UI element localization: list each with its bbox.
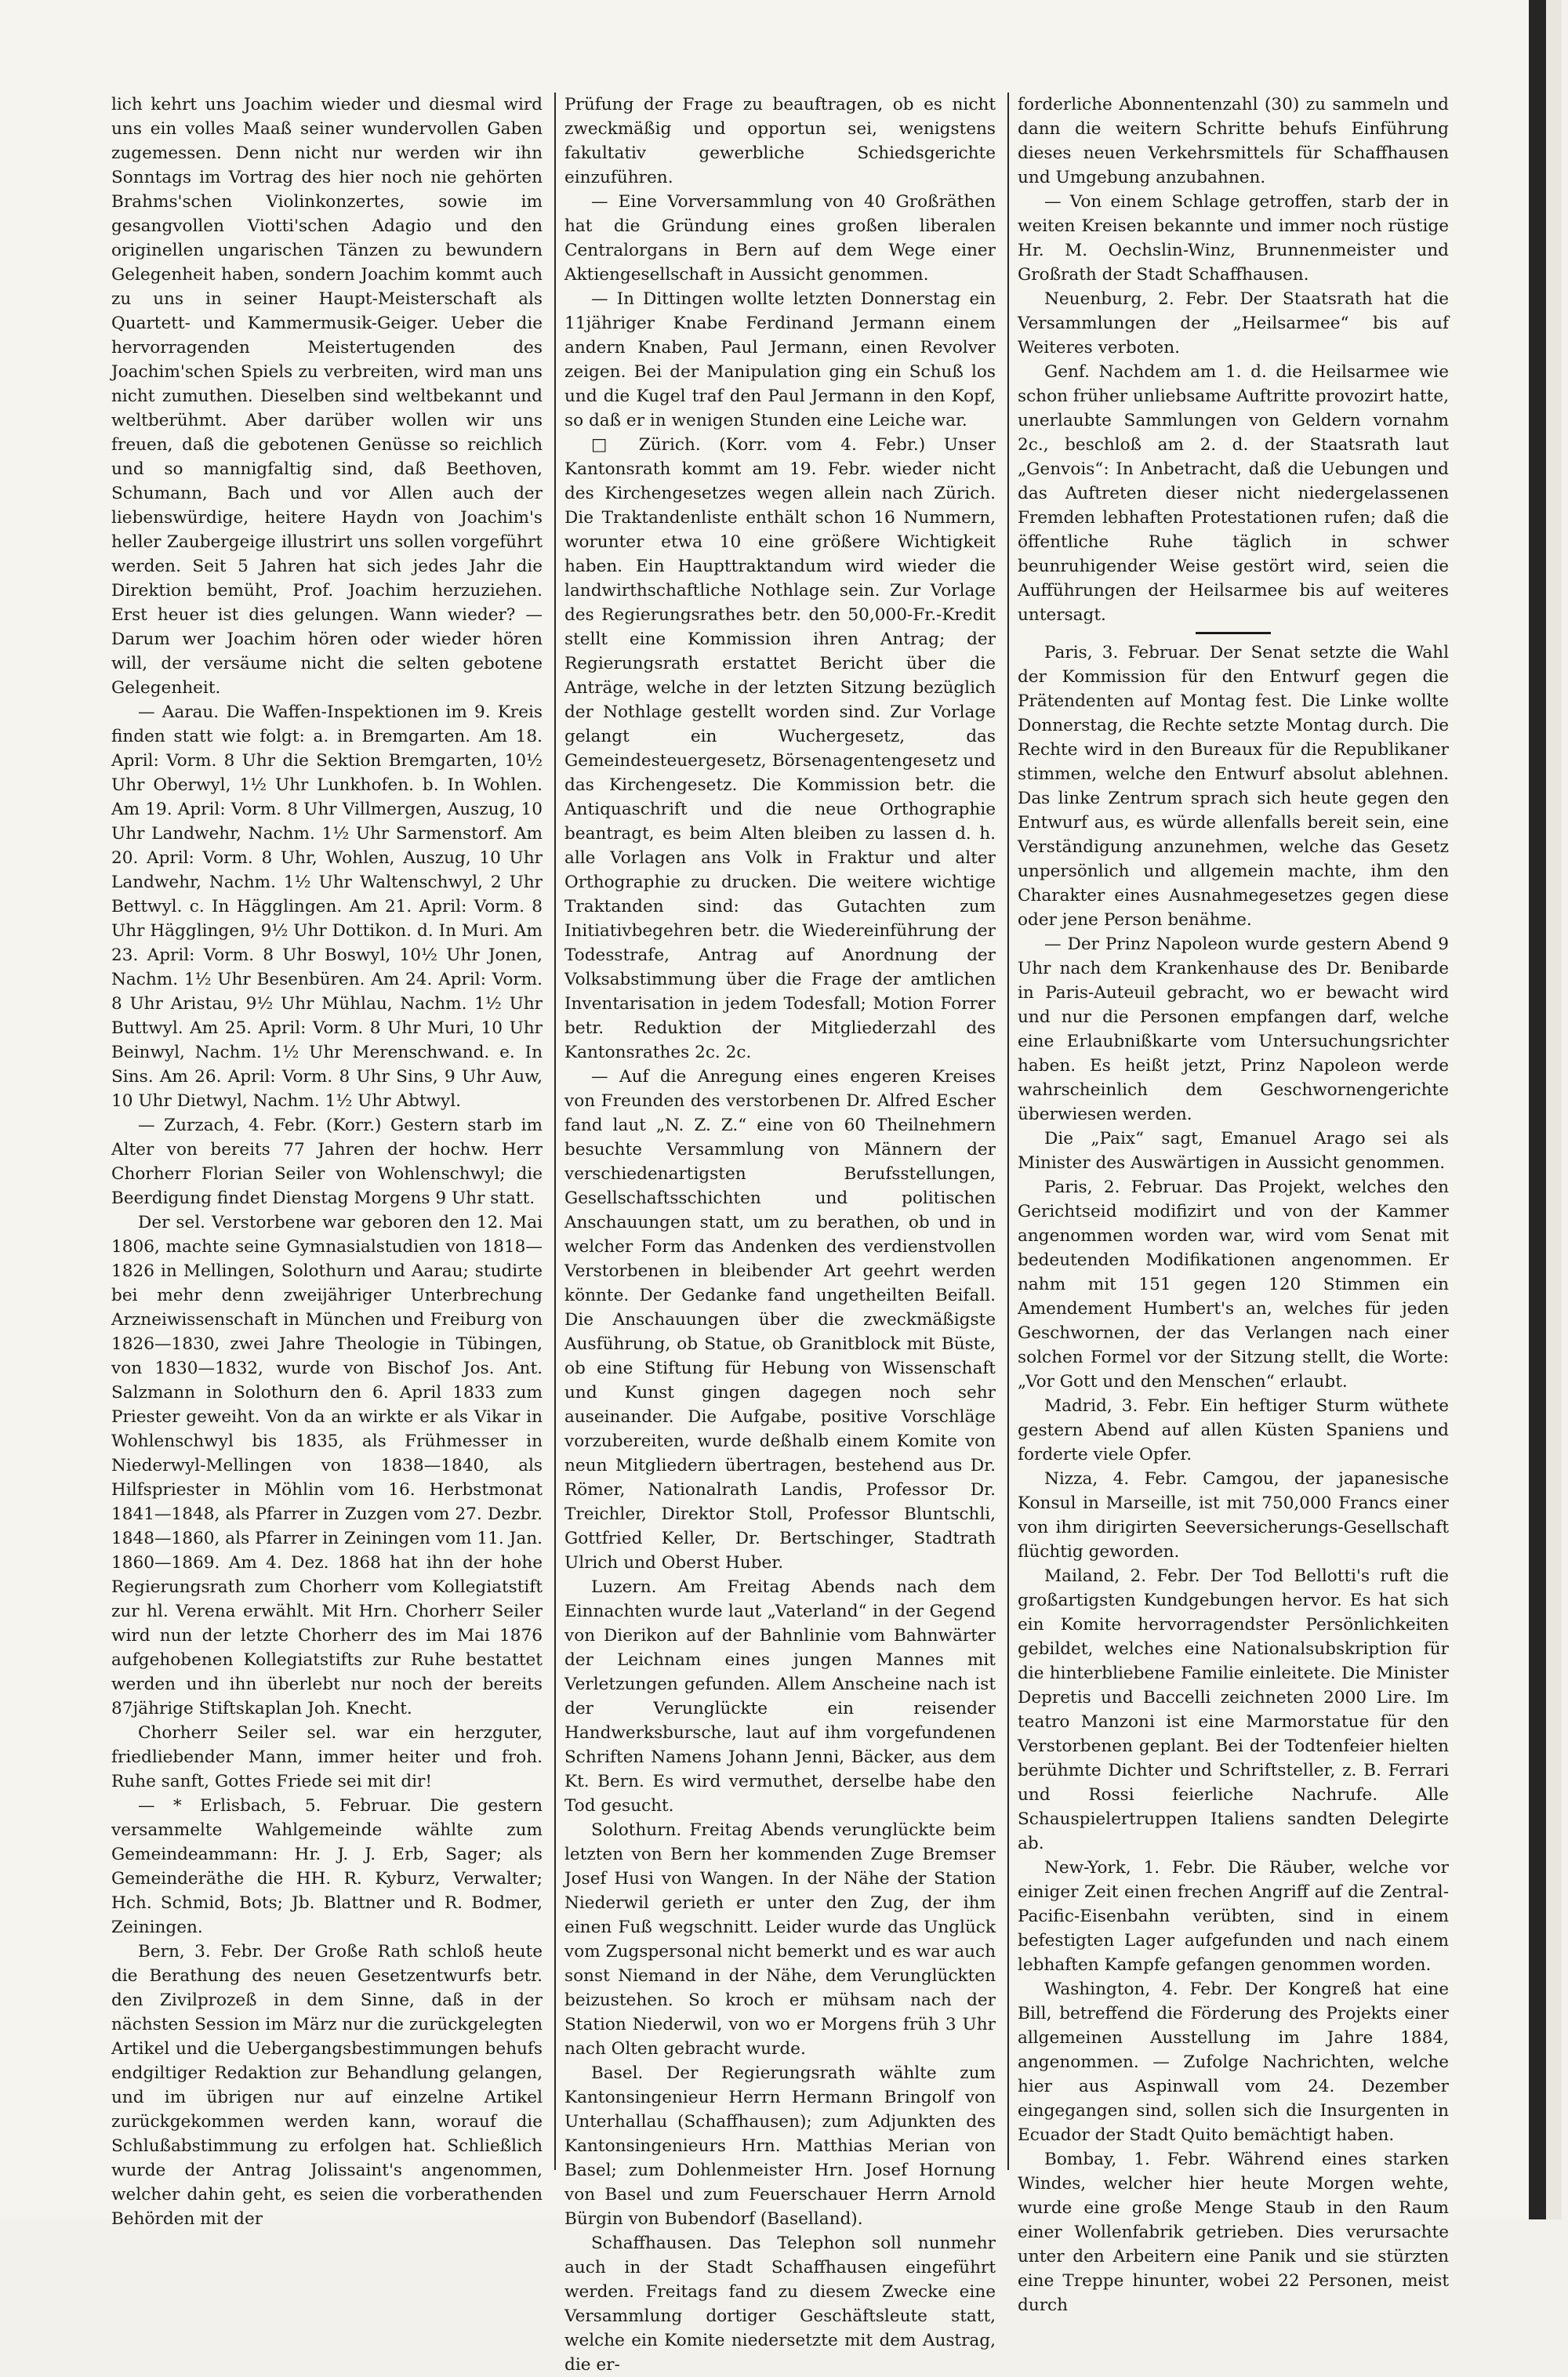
article-paragraph: Der sel. Verstorbene war geboren den 12. Mai 1806, machte seine Gymnasialstudien von 1818—1826 in Mellingen, Solothurn und Aarau; studirte bei mehr denn zweijähriger Unterbrechung Arzneiwissenschaft in München und Freiburg von 1826—1830, zwei Jahre Theologie in Tübingen, von 1830—1832, wurde von Bischof Jos. Ant. Salzmann in Solothurn den 6. April 1833 zum Priester geweiht. Von da an wirkte er als Vikar in Wohlenschwyl bis 1835, als Frühmesser in Niederwyl-Mellingen von 1838—1840, als Hilfspriester in Möhlin vom 16. Herbstmonat 1841—1848, als Pfarrer in Zuzgen vom 27. Dezbr. 1848—1860, als Pfarrer in Zeiningen vom 11. Jan. 1860—1869. Am 4. Dez. 1868 hat ihn der hohe Regierungsrath zum Chorherr vom Kollegiatstift zur hl. Verena erwählt. Mit Hrn. Chorherr Seiler wird nun der letzte Chorherr des im Mai 1876 aufgehobenen Kollegiatstifts zur Ruhe bestattet werden und ihn überlebt nur noch der bereits 87jährige Stiftskaplan Joh. Knecht. (111, 1213, 543, 1718)
article-paragraph: — Zurzach, 4. Febr. (Korr.) Gestern starb im Alter von bereits 77 Jahren der hochw. Herr Chorherr Florian Seiler von Wohlenschwyl; die Beerdigung findet Dienstag Morgens 9 Uhr statt. (111, 1116, 543, 1208)
article-paragraph: Bombay, 1. Febr. Während eines starken Windes, welcher hier heute Morgen wehte, wurde eine große Menge Staub in den Raum einer Wollenfabrik getrieben. Dies verursachte unter den Arbeitern eine Panik und sie stürzten eine Treppe hinunter, wobei 22 Personen, meist durch (1018, 2150, 1449, 2315)
article-paragraph: Genf. Nachdem am 1. d. die Heilsarmee wie schon früher unliebsame Auftritte provozirt hatte, unerlaubte Sammlungen von Geldern vornahm 2c., beschloß am 2. d. der Staatsrath laut „Genvois“: In Anbetracht, daß die Uebungen und das Auftreten dieser nicht niedergelassenen Fremden lebhaften Protestationen rufen; daß die öffentliche Ruhe täglich in schwer beunruhigender Weise gestört wird, seien die Aufführungen der Heilsarmee bis auf weiteres untersagt. (1018, 362, 1449, 625)
column-right (1007, 93, 1460, 2315)
article-paragraph: New-York, 1. Febr. Die Räuber, welche vor einiger Zeit einen frechen Angriff auf die Zentral-Pacific-Eisenbahn verübten, sind in einem befestigten Lager aufgefunden und nach einem lebhaften Kampfe gefangen genommen worden. (1018, 1858, 1449, 1975)
next-page-strip (1546, 0, 1562, 2219)
article-paragraph: Nizza, 4. Febr. Camgou, der japanesische Konsul in Marseille, ist mit 750,000 Francs einer von ihm dirigirten Seeversicherungs-Gesellschaft flüchtig geworden. (1018, 1469, 1449, 1562)
page-edge-shadow (1529, 0, 1546, 2219)
article-paragraph: Paris, 2. Februar. Das Projekt, welches den Gerichtseid modifizirt und von der Kammer angenommen worden war, wird vom Senat mit bedeutenden Modifikationen angenommen. Er nahm mit 151 gegen 120 Stimmen ein Amendement Humbert's an, welches für jeden Geschwornen, der das Verlangen nach einer solchen Formel vor der Sitzung stellt, die Worte: „Vor Gott und den Menschen“ erlaubt. (1018, 1178, 1449, 1392)
article-paragraph: — Von einem Schlage getroffen, starb der in weiten Kreisen bekannte und immer noch rüstige Hr. M. Oechslin-Winz, Brunnenmeister und Großrath der Stadt Schaffhausen. (1018, 192, 1449, 285)
text-columns (100, 93, 1461, 2375)
article-paragraph: □ Zürich. (Korr. vom 4. Febr.) Unser Kantonsrath kommt am 19. Febr. wieder nicht des Kirchengesetzes wegen allein nach Zürich. Die Traktandenliste enthält schon 16 Nummern, worunter etwa 10 eine größere Wichtigkeit haben. Ein Haupttraktandum wird wieder die landwirthschaftliche Nothlage sein. Zur Vorlage des Regierungsrathes betr. den 50,000-Fr.-Kredit stellt eine Kommission ihren Antrag; der Regierungsrath erstattet Bericht über die Anträge, welche in der letzten Sitzung bezüglich der Nothlage gestellt worden sind. Zur Vorlage gelangt ein Wuchergesetz, das Gemeindesteuergesetz, Börsenagentengesetz und das Kirchengesetz. Die Kommission betr. die Antiquaschrift und die neue Orthographie beantragt, es beim Alten bleiben zu lassen d. h. alle Vorlagen ans Volk in Fraktur und alter Orthographie zu drucken. Die weitere wichtige Traktanden sind: das Gutachten zum Initiativbegehren betr. die Wiedereinführung der Todesstrafe, Antrag auf Anordnung der Volksabstimmung über die Frage der amtlichen Inventarisation in jedem Todesfall; Motion Forrer betr. Reduktion der Mitgliederzahl des Kantonsrathes 2c. 2c. (564, 435, 996, 1062)
article-paragraph: Neuenburg, 2. Febr. Der Staatsrath hat die Versammlungen der „Heilsarmee“ bis auf Weiteres verboten. (1018, 289, 1449, 357)
article-paragraph: Bern, 3. Febr. Der Große Rath schloß heute die Berathung des neuen Gesetzentwurfs betr. den Zivilprozeß in dem Sinne, daß in der nächsten Session im März nur die zurückgelegten Artikel und die Uebergangsbestimmungen behufs endgiltiger Redaktion zur Behandlung gelangen, und im übrigen nur auf einzelne Artikel zurückgekommen werden kann, worauf die Schlußabstimmung zu erfolgen hat. Schließlich wurde der Antrag Jolissaint's angenommen, welcher dahin geht, es seien die vorberathenden Behörden mit der (111, 1942, 543, 2229)
article-paragraph: Solothurn. Freitag Abends verunglückte beim letzten von Bern her kommenden Zuge Bremser Josef Husi von Wangen. In der Nähe der Station Niederwil gerieth er unter den Zug, der ihm einen Fuß wegschnitt. Leider wurde das Unglück vom Zugspersonal nicht bemerkt und es war auch sonst Niemand in der Nähe, dem Verunglückten beizustehen. So kroch er mühsam nach der Station Niederwil, von wo er Morgens früh 3 Uhr nach Olten gebracht wurde. (564, 1820, 996, 2059)
article-paragraph: — In Dittingen wollte letzten Donnerstag ein 11jähriger Knabe Ferdinand Jermann einem andern Knaben, Paul Jermann, einen Revolver zeigen. Bei der Manipulation ging ein Schuß los und die Kugel traf den Paul Jermann in den Kopf, so daß er in wenigen Stunden eine Leiche war. (564, 289, 996, 430)
article-paragraph: Mailand, 2. Febr. Der Tod Bellotti's ruft die großartigsten Kundgebungen hervor. Es hat sich ein Komite hervorragendster Persönlichkeiten gebildet, welches eine Nationalsubskription für die hinterbliebene Familie einleitete. Die Minister Depretis und Baccelli zeichneten 2000 Lire. Im teatro Manzoni ist eine Marmorstatue für den Verstorbenen geplant. Bei der Todtenfeier hielten berühmte Dichter und Schriftsteller, z. B. Ferrari und Rossi feierliche Nachrufe. Alle Schauspielertruppen Italiens sandten Delegirte ab. (1018, 1566, 1449, 1853)
article-paragraph: — Auf die Anregung eines engeren Kreises von Freunden des verstorbenen Dr. Alfred Escher fand laut „N. Z. Z.“ eine von 60 Theilnehmern besuchte Versammlung von Männern der verschiedenartigsten Berufsstellungen, Gesellschaftsschichten und politischen Anschauungen statt, um zu berathen, ob und in welcher Form das Andenken des verdienstvollen Verstorbenen in bleibender Art geehrt werden könnte. Der Gedanke fand ungetheilten Beifall. Die Anschauungen über die zweckmäßigste Ausführung, ob Statue, ob Granitblock mit Büste, ob eine Stiftung für Hebung von Wissenschaft und Kunst gingen dagegen noch sehr auseinander. Die Aufgabe, positive Vorschläge vorzubereiten, wurde deßhalb einem Komite von neun Mitgliedern übertragen, bestehend aus Dr. Römer, Nationalrath Landis, Professor Dr. Treichler, Direktor Stoll, Professor Bluntschli, Gottfried Keller, Dr. Bertschinger, Stadtrath Ulrich und Oberst Huber. (564, 1067, 996, 1573)
article-paragraph: Washington, 4. Febr. Der Kongreß hat eine Bill, betreffend die Förderung des Projekts einer allgemeinen Ausstellung im Jahre 1884, angenommen. — Zufolge Nachrichten, welche hier aus Aspinwall vom 24. Dezember eingegangen sind, sollen sich die Insurgenten in Ecuador der Stadt Quito bemächtigt haben. (1018, 1980, 1449, 2145)
article-paragraph: forderliche Abonnentenzahl (30) zu sammeln und dann die weitern Schritte behufs Einführung dieses neuen Verkehrsmittels für Schaffhausen und Umgebung anzubahnen. (1018, 95, 1449, 187)
article-paragraph: — Eine Vorversammlung von 40 Großräthen hat die Gründung eines großen liberalen Centralorgans in Bern auf dem Wege einer Aktiengesellschaft in Aussicht genommen. (564, 192, 996, 285)
section-divider (1196, 632, 1271, 634)
article-paragraph: Basel. Der Regierungsrath wählte zum Kantonsingenieur Herrn Hermann Bringolf von Unterhallau (Schaffhausen); zum Adjunkten des Kantonsingenieurs Hrn. Matthias Merian von Basel; zum Dohlenmeister Hrn. Josef Hornung von Basel und zum Feuerschauer Herrn Arnold Bürgin von Bubendorf (Baselland). (564, 2063, 996, 2229)
article-paragraph: — * Erlisbach, 5. Februar. Die gestern versammelte Wahlgemeinde wählte zum Gemeindeammann: Hr. J. J. Erb, Sager; als Gemeinderäthe die HH. R. Kyburz, Verwalter; Hch. Schmid, Bots; Jb. Blattner und R. Bodmer, Zeiningen. (111, 1796, 543, 1937)
column-middle (554, 93, 1007, 2375)
article-paragraph: Chorherr Seiler sel. war ein herzguter, friedliebender Mann, immer heiter und froh. Ruhe sanft, Gottes Friede sei mit dir! (111, 1723, 543, 1791)
article-paragraph: Die „Paix“ sagt, Emanuel Arago sei als Minister des Auswärtigen in Aussicht genommen. (1018, 1129, 1449, 1173)
article-paragraph: Paris, 3. Februar. Der Senat setzte die Wahl der Kommission für den Entwurf gegen die Prätendenten auf Montag fest. Die Linke wollte Donnerstag, die Rechte setzte Montag durch. Die Rechte wird in den Bureaux für die Republikaner stimmen, welche den Entwurf absolut ablehnen. Das linke Zentrum sprach sich heute gegen den Entwurf aus, es würde allenfalls bereit sein, eine Verständigung anzunehmen, welche das Gesetz unpersönlich und allgemein machte, ihm den Charakter eines Ausnahmegesetzes gegen diese oder jene Person benähme. (1018, 643, 1449, 930)
article-paragraph: Luzern. Am Freitag Abends nach dem Einnachten wurde laut „Vaterland“ in der Gegend von Dierikon auf der Bahnlinie vom Bahnwärter der Leichnam eines jungen Mannes mit Verletzungen gefunden. Allem Anscheine nach ist der Verunglückte ein reisender Handwerksbursche, laut auf ihm vorgefundenen Schriften Namens Johann Jenni, Bäcker, aus dem Kt. Bern. Es wird vermuthet, derselbe habe den Tod gesucht. (564, 1577, 996, 1816)
column-left (100, 93, 554, 2229)
article-paragraph: lich kehrt uns Joachim wieder und diesmal wird uns ein volles Maaß seiner wundervollen Gaben zugemessen. Denn nicht nur werden wir ihn Sonntags im Vortrag des hier noch nie gehörten Brahms'schen Violinkonzertes, sowie im gesangvollen Viotti'schen Adagio und den originellen ungarischen Tänzen zu bewundern Gelegenheit haben, sondern Joachim kommt auch zu uns in seiner Haupt-Meisterschaft als Quartett- und Kammermusik-Geiger. Ueber die hervorragenden Meistertugenden des Joachim'schen Spiels zu verbreiten, wird man uns nicht zumuthen. Dieselben sind weltbekannt und weltberühmt. Aber darüber wollen wir uns freuen, daß die gebotenen Genüsse so reichlich und so mannigfaltig sind, daß Beethoven, Schumann, Bach und vor Allen auch der liebenswürdige, heitere Haydn von Joachim's heller Zaubergeige illustrirt uns sollen vorgeführt werden. Seit 5 Jahren hat sich jedes Jahr die Direktion bemüht, Prof. Joachim herzuziehen. Erst heuer ist dies gelungen. Wann wieder? — Darum wer Joachim hören oder wieder hören will, der versäume nicht die selten gebotene Gelegenheit. (111, 95, 543, 698)
article-paragraph: — Der Prinz Napoleon wurde gestern Abend 9 Uhr nach dem Krankenhause des Dr. Benibarde in Paris-Auteuil gebracht, wo er bewacht wird und nur die Personen empfangen darf, welche eine Erlaubnißkarte vom Untersuchungsrichter haben. Es heißt jetzt, Prinz Napoleon werde wahrscheinlich dem Geschwornengerichte überwiesen werden. (1018, 934, 1449, 1124)
article-paragraph: — Aarau. Die Waffen-Inspektionen im 9. Kreis finden statt wie folgt: a. in Bremgarten. Am 18. April: Vorm. 8 Uhr die Sektion Bremgarten, 10½ Uhr Oberwyl, 1½ Uhr Lunkhofen. b. In Wohlen. Am 19. April: Vorm. 8 Uhr Villmergen, Auszug, 10 Uhr Landwehr, Nachm. 1½ Uhr Sarmenstorf. Am 20. April: Vorm. 8 Uhr, Wohlen, Auszug, 10 Uhr Landwehr, Nachm. 1½ Uhr Waltenschwyl, 2 Uhr Bettwyl. c. In Hägglingen. Am 21. April: Vorm. 8 Uhr Hägglingen, 9½ Uhr Dottikon. d. In Muri. Am 23. April: Vorm. 8 Uhr Boswyl, 10½ Uhr Jonen, Nachm. 1½ Uhr Besenbüren. Am 24. April: Vorm. 8 Uhr Aristau, 9½ Uhr Mühlau, Nachm. 1½ Uhr Buttwyl. Am 25. April: Vorm. 8 Uhr Muri, 10 Uhr Beinwyl, Nachm. 1½ Uhr Merenschwand. e. In Sins. Am 26. April: Vorm. 8 Uhr Sins, 9 Uhr Auw, 10 Uhr Dietwyl, Nachm. 1½ Uhr Abtwyl. (111, 702, 543, 1111)
article-paragraph: Prüfung der Frage zu beauftragen, ob es nicht zweckmäßig und opportun sei, wenigstens fakultativ gewerbliche Schiedsgerichte einzuführen. (564, 95, 996, 187)
article-paragraph: Madrid, 3. Febr. Ein heftiger Sturm wüthete gestern Abend auf allen Küsten Spaniens und forderte viele Opfer. (1018, 1396, 1449, 1464)
article-paragraph: Schaffhausen. Das Telephon soll nunmehr auch in der Stadt Schaffhausen eingeführt werden. Freitags fand zu diesem Zwecke eine Versammlung dortiger Geschäftsleute statt, welche ein Komite niedersetzte mit dem Austrag, die er- (564, 2234, 996, 2375)
